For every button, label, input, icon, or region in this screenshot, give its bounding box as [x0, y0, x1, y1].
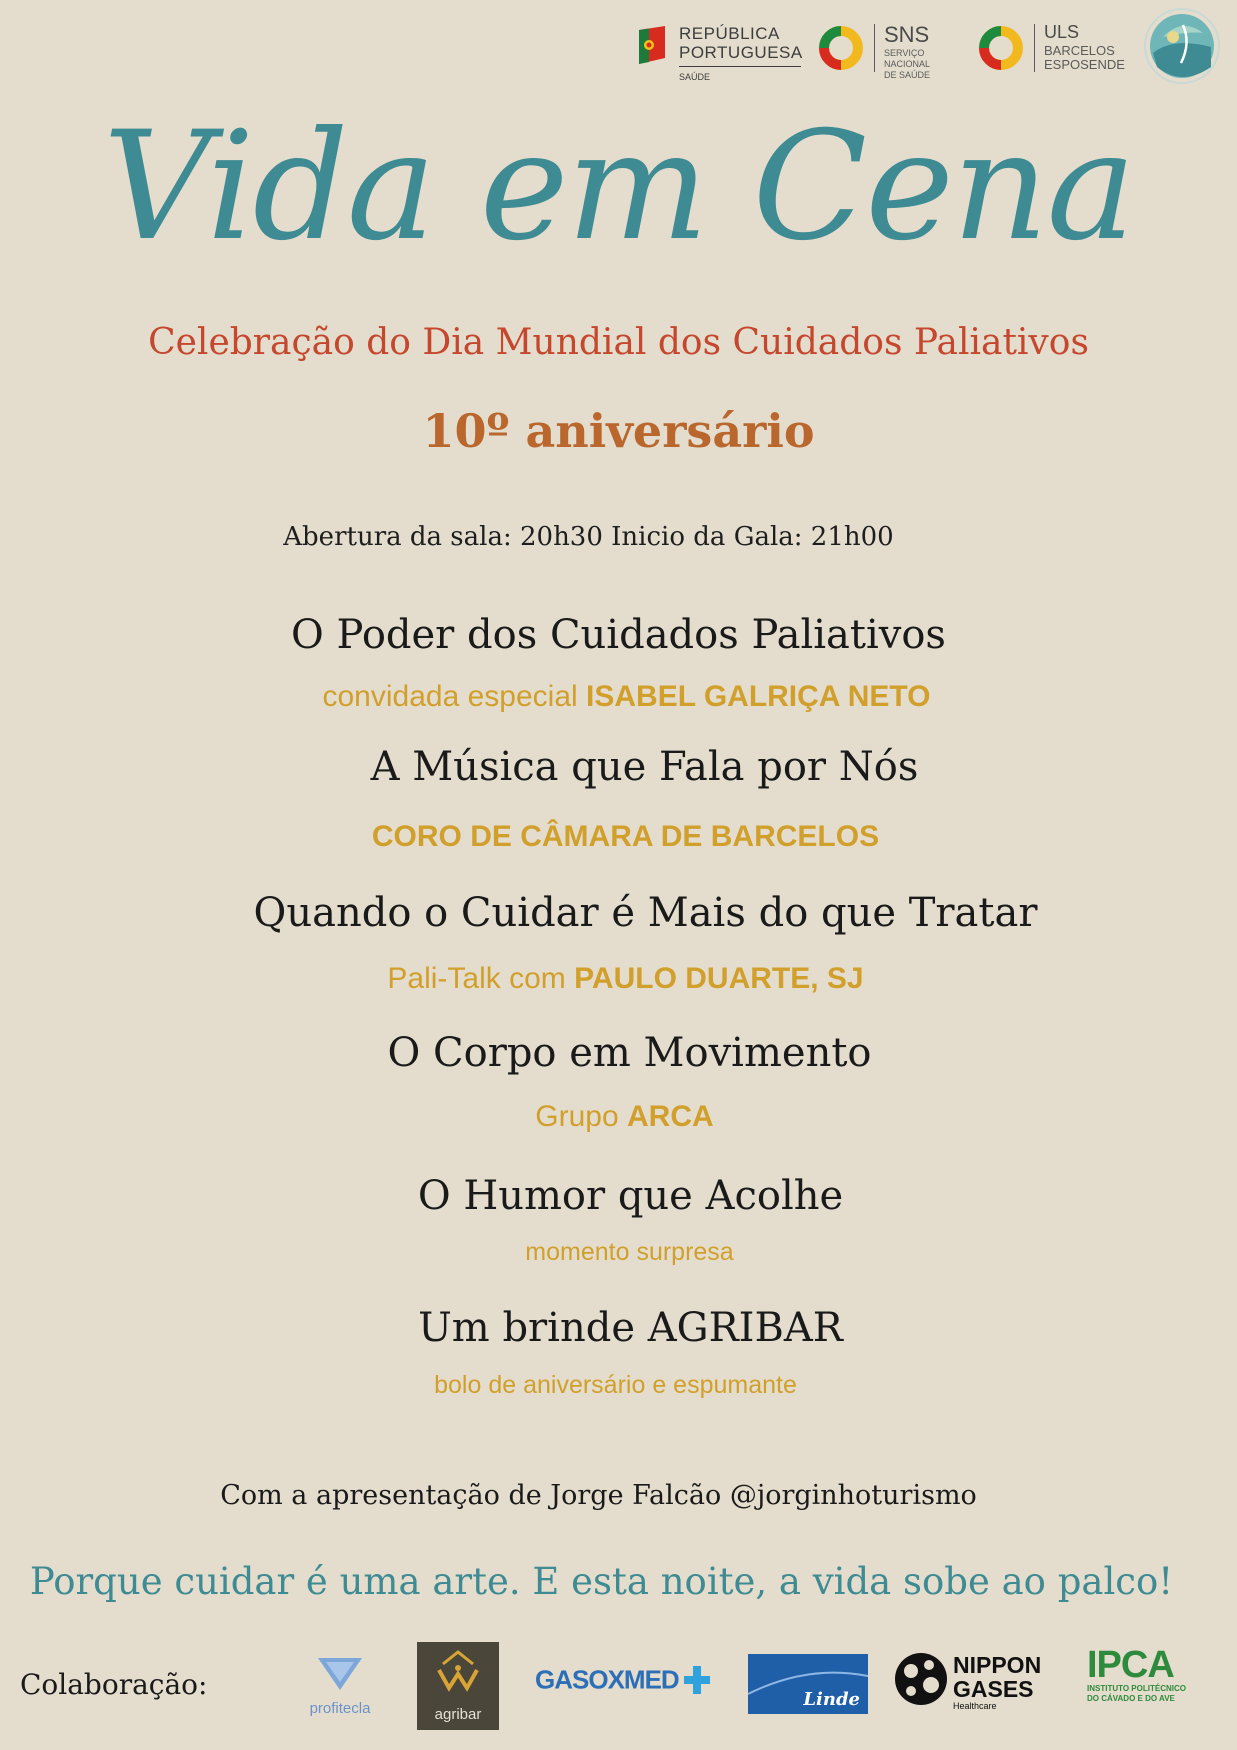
uls-logo: [978, 22, 1125, 74]
sns-logo: [818, 22, 963, 80]
nippon-gases-logo: [893, 1651, 1053, 1709]
republica-saude: SAÚDE: [679, 72, 711, 82]
program-item-title: Um brinde AGRIBAR: [418, 1305, 843, 1351]
program-item-subtitle: momento surpresa: [525, 1238, 734, 1266]
nippon-line2: GASES: [953, 1676, 1034, 1702]
program-item-title: A Música que Fala por Nós: [370, 744, 919, 790]
tagline: Porque cuidar é uma arte. E esta noite, a vida sobe ao palco!: [29, 1560, 1174, 1603]
program-item-subtitle: Pali-Talk com PAULO DUARTE, SJ: [387, 962, 864, 995]
program-item-subtitle: CORO DE CÂMARA DE BARCELOS: [371, 820, 880, 853]
portugal-flag-icon: [637, 26, 667, 64]
nippon-globe-icon: [893, 1651, 949, 1707]
program-item-subtitle: convidada especial ISABEL GALRIÇA NETO: [322, 680, 931, 713]
anniversary-label: 10º aniversário: [422, 404, 815, 458]
agribar-logo: [417, 1642, 499, 1730]
sns-ring-icon: [818, 25, 864, 71]
gasoxmed-logo: [535, 1664, 720, 1704]
uls-line2: ESPOSENDE: [1044, 57, 1125, 72]
linde-name: Linde: [803, 1689, 860, 1710]
nippon-line1: NIPPON: [953, 1652, 1042, 1678]
profitecla-triangle-icon: [300, 1654, 380, 1694]
presenter-credit: Com a apresentação de Jorge Falcão @jorginhoturismo: [220, 1480, 977, 1511]
program-item-subtitle: Grupo ARCA: [535, 1100, 714, 1133]
event-subtitle: Celebração do Dia Mundial dos Cuidados Paliativos: [148, 322, 1089, 363]
program-item-title: Quando o Cuidar é Mais do que Tratar: [253, 890, 1038, 936]
event-title: Vida em Cena: [102, 100, 1135, 274]
medical-cross-icon: [684, 1664, 710, 1696]
republica-portuguesa-logo: [637, 22, 802, 84]
sns-line2: DE SAÚDE: [884, 70, 931, 80]
sns-line1: SERVIÇO NACIONAL: [884, 48, 931, 69]
sns-name: SNS: [884, 22, 930, 47]
agribar-crest-icon: [417, 1642, 499, 1702]
ipca-logo: [1087, 1646, 1197, 1706]
profitecla-logo: [300, 1654, 380, 1718]
program-item-title: O Humor que Acolhe: [417, 1173, 844, 1219]
uls-divider: [1034, 24, 1035, 72]
schedule-hours: Abertura da sala: 20h30 Inicio da Gala: 21h00: [283, 522, 894, 552]
republica-line1: REPÚBLICA: [679, 24, 780, 43]
sns-divider: [874, 24, 875, 72]
profitecla-name: profitecla: [309, 1700, 371, 1717]
program-item-title: O Poder dos Cuidados Paliativos: [291, 612, 946, 658]
republica-line2: PORTUGUESA: [679, 43, 803, 62]
uls-line1: BARCELOS: [1044, 43, 1115, 58]
ipca-line2: DO CÁVADO E DO AVE: [1087, 1694, 1175, 1703]
republica-divider: [679, 66, 801, 67]
nippon-line3: Healthcare: [953, 1701, 997, 1711]
agribar-name: agribar: [434, 1706, 482, 1723]
program-item-subtitle: bolo de aniversário e espumante: [434, 1371, 797, 1399]
gasoxmed-name: GASOXMED: [535, 1664, 679, 1695]
linde-logo: [748, 1654, 868, 1714]
uls-ring-icon: [978, 25, 1024, 71]
collaboration-label: Colaboração:: [20, 1668, 208, 1701]
ipca-name: IPCA: [1087, 1644, 1174, 1686]
uls-name: ULS: [1044, 22, 1080, 42]
ipca-line1: INSTITUTO POLITÉCNICO: [1087, 1684, 1186, 1693]
palliative-care-team-logo: [1143, 7, 1221, 85]
program-item-title: O Corpo em Movimento: [387, 1030, 872, 1076]
